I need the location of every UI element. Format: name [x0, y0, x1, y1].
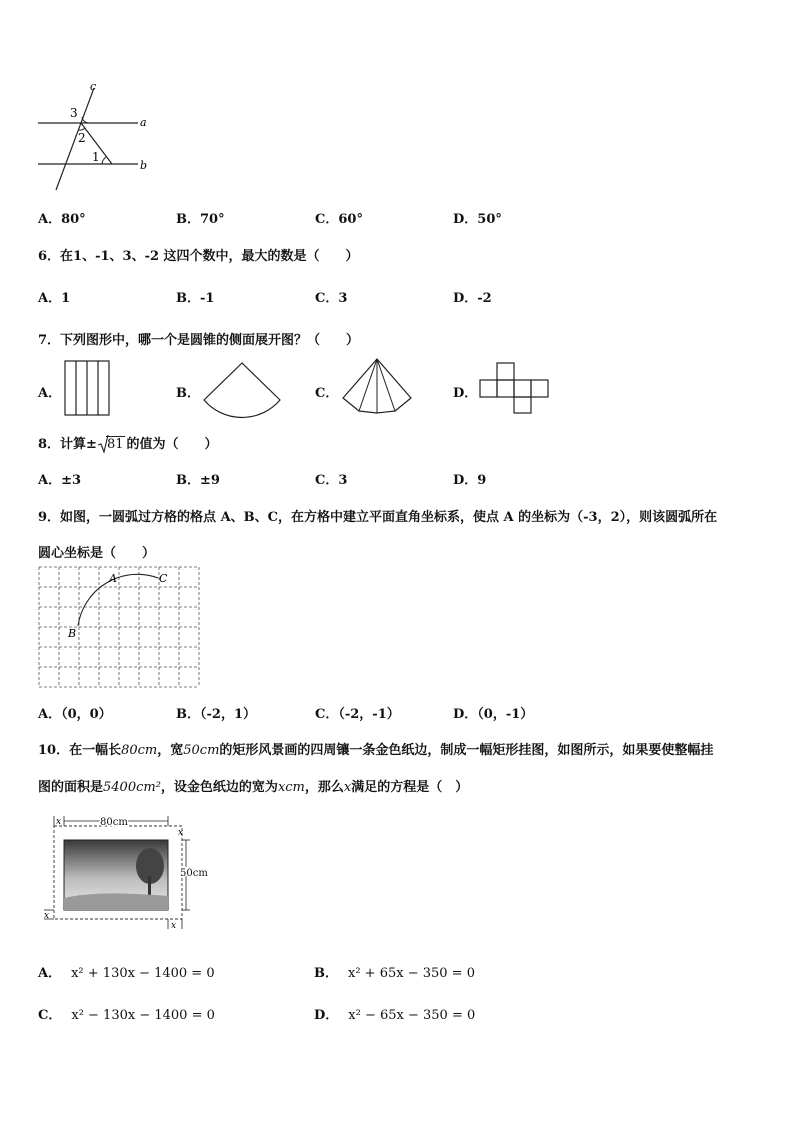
option-letter: D． — [453, 473, 478, 488]
option-letter: D． — [314, 1008, 339, 1023]
q6-option-d[interactable] — [453, 287, 492, 306]
option-letter: D． — [453, 212, 478, 227]
q7-option-b-letter[interactable]: B． — [176, 386, 200, 401]
angle-arc-2 — [79, 128, 85, 130]
option-text: 60° — [338, 212, 363, 227]
q8-option-c[interactable] — [315, 469, 347, 488]
q8-option-b[interactable] — [176, 469, 220, 488]
q6-option-b[interactable] — [176, 287, 214, 306]
stem-part: ，那么 — [304, 780, 344, 795]
q6-stem: 6．在1、-1、3、-2 这四个数中，最大的数是（ ） — [38, 249, 359, 264]
option-letter: A． — [38, 473, 62, 488]
option-text: （0，0） — [61, 707, 112, 722]
point-label-b: B — [68, 627, 77, 640]
option-text: （-2，1） — [200, 707, 256, 722]
option-text: 70° — [200, 212, 225, 227]
label-3: 3 — [70, 106, 78, 120]
dim-x-top-left: x — [56, 817, 62, 827]
option-letter: C． — [38, 1008, 62, 1023]
dim-x-bottom-left: x — [44, 911, 50, 921]
width-value: 50cm — [183, 743, 220, 758]
option-text: ±9 — [200, 473, 220, 488]
q8-stem-pre: 8．计算± — [38, 437, 97, 452]
q7-figure-sector[interactable] — [202, 362, 282, 414]
option-text: 3 — [338, 291, 348, 306]
option-letter: B． — [176, 212, 200, 227]
point-label-c: C — [159, 572, 168, 585]
option-letter: B． — [176, 291, 200, 306]
q9-option-d[interactable] — [453, 703, 533, 722]
q5-option-c[interactable] — [315, 208, 363, 227]
q9-stem-line1: 9．如图，一圆弧过方格的格点 A、B、C，在方格中建立平面直角坐标系，使点 A 的坐标为（-3，2），则该圆弧所在 — [38, 510, 718, 525]
option-text: -1 — [200, 291, 215, 306]
q8-option-d[interactable] — [453, 469, 486, 488]
q9-option-b[interactable] — [176, 703, 256, 722]
q9-option-c[interactable] — [315, 703, 400, 722]
option-text: -2 — [477, 291, 492, 306]
dim-side-label: 50cm — [180, 868, 208, 879]
label-c: c — [90, 80, 97, 93]
option-letter: A． — [38, 707, 62, 722]
option-letter: B． — [176, 707, 200, 722]
radicand: 81 — [106, 437, 124, 452]
q7-option-c-letter[interactable]: C． — [315, 386, 339, 401]
q7-figure-four-rectangles[interactable] — [64, 360, 110, 416]
option-letter: C． — [315, 212, 339, 227]
option-letter: C． — [315, 707, 339, 722]
option-text: 50° — [477, 212, 502, 227]
sqrt-symbol — [97, 437, 125, 452]
area-value: 5400cm² — [103, 780, 161, 795]
option-text: 9 — [477, 473, 487, 488]
option-letter: A． — [38, 966, 62, 981]
label-a: a — [140, 116, 147, 129]
q7-stem: 7．下列图形中，哪一个是圆锥的侧面展开图？（ ） — [38, 333, 360, 348]
q5-option-a[interactable] — [38, 208, 86, 227]
option-text: 3 — [338, 473, 348, 488]
option-letter: B． — [314, 966, 338, 981]
dim-top-label: 80cm — [100, 817, 128, 828]
option-text: （0，-1） — [477, 707, 534, 722]
q9-grid-figure — [38, 566, 200, 688]
q8-stem-post: 的值为（ ） — [126, 437, 218, 452]
x-cm: xcm — [277, 780, 305, 795]
option-letter: B． — [176, 473, 200, 488]
label-2: 2 — [78, 131, 86, 145]
q10-stem-line2 — [38, 776, 468, 795]
option-letter: D． — [453, 291, 478, 306]
dim-x-top-right: x — [178, 828, 184, 838]
length-value: 80cm — [121, 743, 158, 758]
q7-option-d-letter[interactable]: D． — [453, 386, 478, 401]
option-letter: A． — [38, 291, 62, 306]
q6-option-c[interactable] — [315, 287, 347, 306]
q7-figure-pyramid-net[interactable] — [341, 358, 413, 414]
dim-x-bottom-right: x — [171, 921, 177, 931]
q10-option-a[interactable] — [38, 962, 215, 981]
option-text: （-2，-1） — [338, 707, 400, 722]
q9-stem-line2: 圆心坐标是（ ） — [38, 546, 156, 561]
line-c — [56, 88, 94, 190]
stem-part: 图的面积是 — [38, 780, 104, 795]
q10-option-c[interactable] — [38, 1004, 215, 1023]
q9-option-a[interactable] — [38, 703, 112, 722]
option-text: 1 — [61, 291, 71, 306]
option-letter: A． — [38, 212, 62, 227]
option-equation: x² + 65x − 350 = 0 — [348, 966, 475, 981]
x-variable: x — [343, 780, 352, 795]
option-letter: C． — [315, 473, 339, 488]
stem-part: 10．在一幅长 — [38, 743, 122, 758]
q7-option-a-letter[interactable]: A． — [38, 386, 62, 401]
stem-part: ，宽 — [157, 743, 184, 758]
label-1: 1 — [92, 150, 100, 164]
q7-figure-cube-net[interactable] — [479, 362, 551, 414]
option-equation: x² − 130x − 1400 = 0 — [71, 1008, 215, 1023]
circular-arc — [78, 574, 158, 626]
q10-option-b[interactable] — [314, 962, 475, 981]
stem-part: 的矩形风景画的四周镶一条金色纸边，制成一幅矩形挂图，如图所示，如果要使整幅挂 — [219, 743, 714, 758]
q10-option-d[interactable] — [314, 1004, 475, 1023]
q5-option-d[interactable] — [453, 208, 502, 227]
q5-option-b[interactable] — [176, 208, 225, 227]
option-text: 80° — [61, 212, 86, 227]
option-letter: D． — [453, 707, 478, 722]
option-equation: x² + 130x − 1400 = 0 — [71, 966, 215, 981]
option-equation: x² − 65x − 350 = 0 — [348, 1008, 476, 1023]
q6-option-a[interactable] — [38, 287, 70, 306]
option-text: ±3 — [61, 473, 82, 488]
q10-stem-line1 — [38, 739, 713, 758]
stem-part: ，设金色纸边的宽为 — [160, 780, 278, 795]
option-letter: C． — [315, 291, 339, 306]
angle-arc-1 — [102, 157, 106, 164]
q5-figure — [36, 80, 156, 195]
q10-frame-figure — [40, 814, 220, 932]
point-label-a: A — [109, 572, 117, 585]
q8-stem — [38, 433, 218, 452]
label-b: b — [140, 159, 148, 172]
stem-part: 满足的方程是（ ） — [351, 780, 469, 795]
q8-option-a[interactable] — [38, 469, 81, 488]
